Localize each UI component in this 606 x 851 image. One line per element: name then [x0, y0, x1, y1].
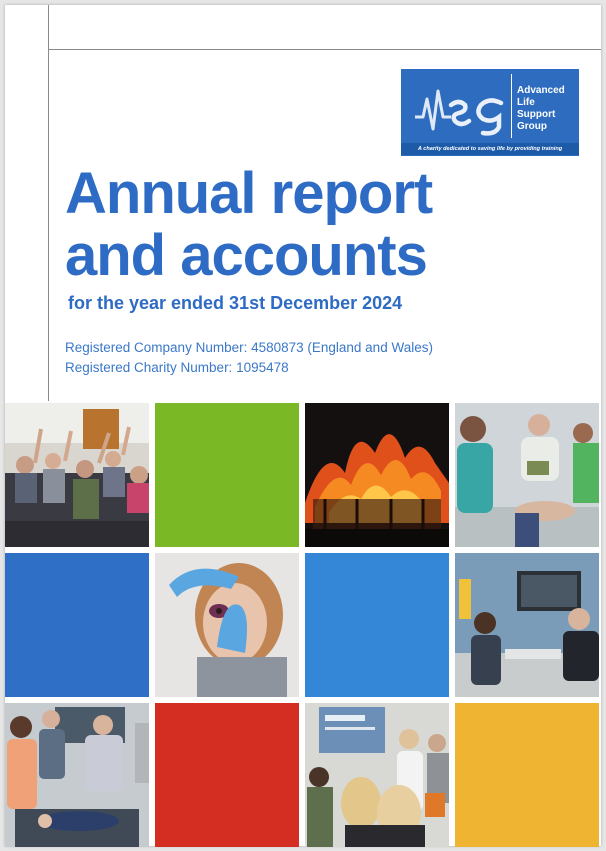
logo-word: Support — [517, 109, 556, 120]
logo-word: Group — [517, 121, 547, 132]
logo-word: Life — [517, 97, 535, 108]
photo-audience-hands-raised — [5, 403, 149, 547]
logo-tagline: A charity dedicated to saving life by providing training — [401, 143, 579, 155]
report-subtitle: for the year ended 31st December 2024 — [68, 293, 403, 313]
photo-child-eye-examination — [155, 553, 299, 697]
logo-wordmark — [517, 85, 565, 133]
registration-info — [65, 338, 433, 378]
charity-number: Registered Charity Number: 1095478 — [65, 360, 289, 375]
report-cover — [5, 5, 601, 846]
title-line-1: Annual report — [65, 161, 433, 226]
title-line-2: and accounts — [65, 223, 427, 288]
report-title — [65, 163, 432, 287]
logo-separator — [511, 74, 512, 138]
alsg-logo-mark — [407, 77, 511, 137]
tile-yellow — [455, 703, 599, 847]
alsg-logo — [401, 69, 579, 156]
photo-classroom-session — [455, 553, 599, 697]
photo-paediatric-training — [455, 403, 599, 547]
tile-red — [155, 703, 299, 847]
tile-light-blue — [305, 553, 449, 697]
tile-blue — [5, 553, 149, 697]
company-number: Registered Company Number: 4580873 (England and Wales) — [65, 340, 433, 355]
photo-building-fire — [305, 403, 449, 547]
tile-green — [155, 403, 299, 547]
horizontal-rule — [48, 49, 601, 50]
photo-presentation-audience — [305, 703, 449, 847]
photo-resuscitation-practice — [5, 703, 149, 847]
vertical-rule — [48, 5, 49, 401]
logo-word: Advanced — [517, 85, 565, 96]
